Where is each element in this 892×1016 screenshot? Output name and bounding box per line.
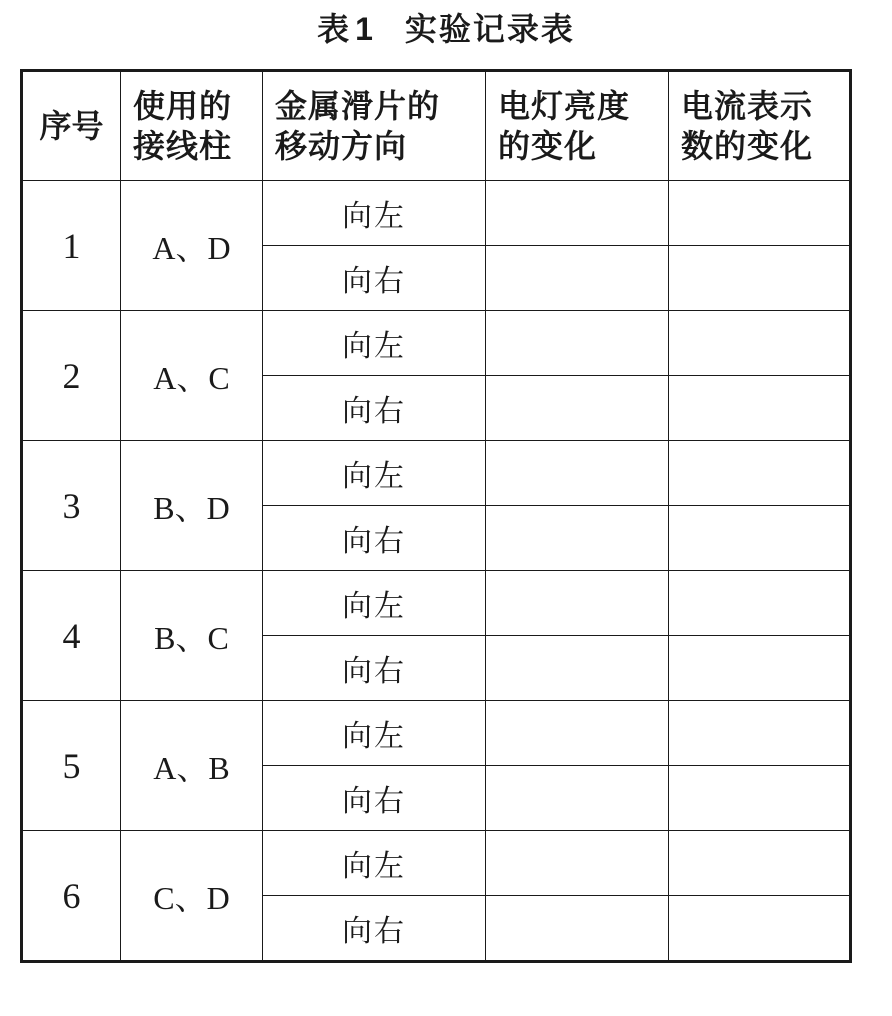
row-index: 2 <box>22 311 121 441</box>
row-terminals: A、B <box>121 701 263 831</box>
ammeter-input-cell[interactable] <box>669 506 851 571</box>
ammeter-input-cell[interactable] <box>669 571 851 636</box>
ammeter-input-cell[interactable] <box>669 246 851 311</box>
header-terminals <box>121 71 263 181</box>
brightness-input-cell[interactable] <box>486 181 669 246</box>
direction-left: 向左 <box>263 441 486 506</box>
table-row <box>22 701 851 766</box>
direction-right: 向右 <box>263 246 486 311</box>
header-line: 金属滑片的 <box>275 87 441 125</box>
header-line: 接线柱 <box>133 127 233 165</box>
row-terminals: C、D <box>121 831 263 962</box>
brightness-input-cell[interactable] <box>486 506 669 571</box>
ammeter-input-cell[interactable] <box>669 636 851 701</box>
row-index: 3 <box>22 441 121 571</box>
ammeter-input-cell[interactable] <box>669 441 851 506</box>
brightness-input-cell[interactable] <box>486 896 669 962</box>
direction-right: 向右 <box>263 896 486 962</box>
header-line: 序号 <box>39 107 104 145</box>
table-row <box>22 441 851 506</box>
header-line: 电流表示 <box>681 87 814 125</box>
row-index: 4 <box>22 571 121 701</box>
row-index: 1 <box>22 181 121 311</box>
direction-right: 向右 <box>263 376 486 441</box>
ammeter-input-cell[interactable] <box>669 701 851 766</box>
brightness-input-cell[interactable] <box>486 311 669 376</box>
ammeter-input-cell[interactable] <box>669 311 851 376</box>
row-terminals: B、D <box>121 441 263 571</box>
header-row <box>22 71 851 181</box>
experiment-record-table <box>20 69 852 963</box>
ammeter-input-cell[interactable] <box>669 376 851 441</box>
row-terminals: B、C <box>121 571 263 701</box>
header-slider-direction <box>263 71 486 181</box>
table-row <box>22 571 851 636</box>
header-index <box>22 71 121 181</box>
brightness-input-cell[interactable] <box>486 701 669 766</box>
brightness-input-cell[interactable] <box>486 831 669 896</box>
direction-right: 向右 <box>263 766 486 831</box>
caption-number: 1 <box>355 11 375 47</box>
header-line: 电灯亮度 <box>498 87 631 125</box>
header-line: 移动方向 <box>275 127 408 165</box>
caption-title: 实验记录表 <box>404 10 575 48</box>
direction-left: 向左 <box>263 181 486 246</box>
row-terminals: A、D <box>121 181 263 311</box>
ammeter-input-cell[interactable] <box>669 896 851 962</box>
direction-right: 向右 <box>263 506 486 571</box>
row-index: 6 <box>22 831 121 962</box>
table-caption <box>0 0 892 60</box>
row-index: 5 <box>22 701 121 831</box>
brightness-input-cell[interactable] <box>486 571 669 636</box>
header-ammeter-reading <box>669 71 851 181</box>
ammeter-input-cell[interactable] <box>669 181 851 246</box>
table-row <box>22 181 851 246</box>
direction-left: 向左 <box>263 311 486 376</box>
direction-right: 向右 <box>263 636 486 701</box>
brightness-input-cell[interactable] <box>486 376 669 441</box>
direction-left: 向左 <box>263 831 486 896</box>
caption-label: 表 <box>317 10 352 48</box>
header-lamp-brightness <box>486 71 669 181</box>
table-row <box>22 311 851 376</box>
brightness-input-cell[interactable] <box>486 766 669 831</box>
ammeter-input-cell[interactable] <box>669 831 851 896</box>
brightness-input-cell[interactable] <box>486 441 669 506</box>
header-line: 使用的 <box>133 87 233 125</box>
direction-left: 向左 <box>263 571 486 636</box>
header-line: 数的变化 <box>681 127 814 165</box>
table-row <box>22 831 851 896</box>
header-line: 的变化 <box>498 127 598 165</box>
brightness-input-cell[interactable] <box>486 246 669 311</box>
ammeter-input-cell[interactable] <box>669 766 851 831</box>
brightness-input-cell[interactable] <box>486 636 669 701</box>
row-terminals: A、C <box>121 311 263 441</box>
direction-left: 向左 <box>263 701 486 766</box>
